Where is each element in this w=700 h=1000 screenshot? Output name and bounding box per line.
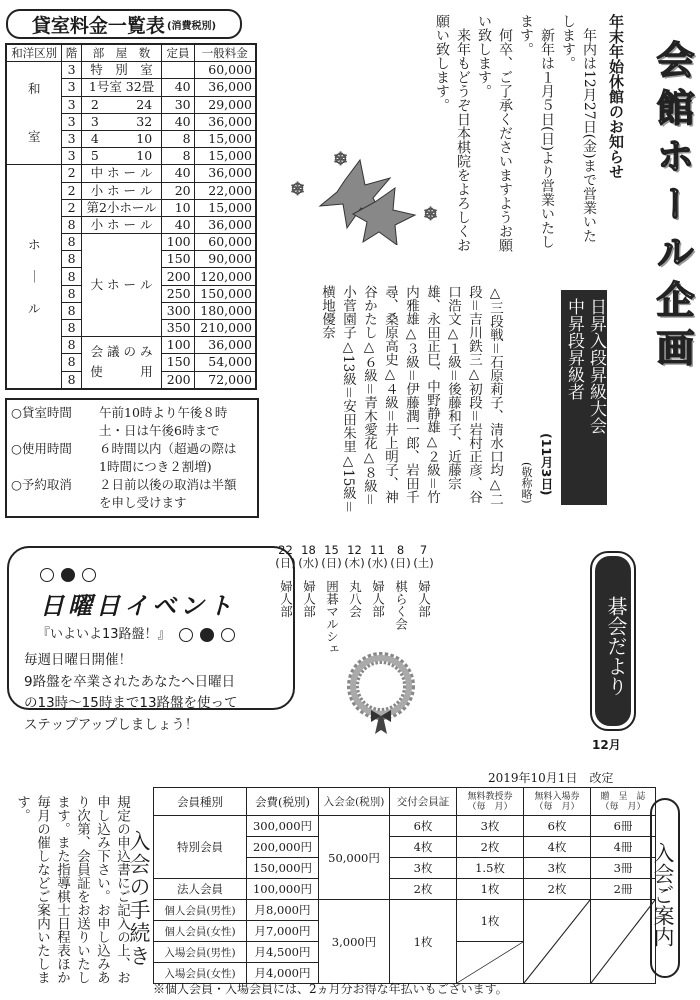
fee: 90,000 <box>194 251 256 268</box>
event-body <box>24 650 238 736</box>
notice-title: 年末年始休館のお知らせ <box>607 14 625 179</box>
member-type: 入場会員(女性) <box>154 963 247 984</box>
wreath-illustration <box>343 650 423 740</box>
note-label: ○貸室時間 <box>11 405 72 420</box>
go-club-badge <box>590 551 636 731</box>
circle-icon <box>82 568 96 582</box>
club-weekday: (日) <box>275 556 296 570</box>
club-date: 11 <box>370 543 385 557</box>
club-weekday: (水) <box>367 556 388 570</box>
club-group: 棋らく会 <box>393 580 409 630</box>
card: 1枚 <box>390 900 457 984</box>
fee: 100,000円 <box>247 879 319 900</box>
snowflake-icon: ❄ <box>423 204 439 225</box>
club-entry <box>415 544 432 655</box>
event-subtitle-text: 『いよいよ13路盤！』 <box>37 627 171 642</box>
capacity: 40 <box>162 79 194 96</box>
member-type: 法人会員 <box>154 879 247 900</box>
lesson: 1.5枚 <box>457 858 524 879</box>
notice-paragraph: 来年もどうぞ日本棋院をよろしくお願い致します。 <box>434 14 471 252</box>
fee: 15,000 <box>194 130 256 147</box>
rental-notes <box>5 398 259 518</box>
member-type: 個人会員(女性) <box>154 921 247 942</box>
fee: 180,000 <box>194 302 256 319</box>
rental-row <box>6 165 256 182</box>
rental-note <box>11 440 257 476</box>
club-entry <box>392 544 409 655</box>
go-club-schedule <box>277 544 432 655</box>
capacity: 100 <box>162 337 194 354</box>
room: 4 10 <box>81 130 162 147</box>
join-body: 規定の申込書にご記入の上、お申し込み下さい。お申し込みあり次第、会員証をお送りいたします。また指導棋士日程表ほか毎月の催しなどご案内いたします。 <box>14 795 130 984</box>
floor: 2 <box>62 182 81 199</box>
rental-col-header: 部 屋 数 <box>81 44 162 62</box>
admission: 6枚 <box>524 816 591 837</box>
capacity: 10 <box>162 199 194 216</box>
rental-row <box>6 62 256 79</box>
magazine: 3冊 <box>591 858 656 879</box>
promotion-date: (11月3日) <box>539 433 554 496</box>
capacity: 150 <box>162 354 194 371</box>
filled-circle-icon <box>200 628 214 642</box>
fee: 月7,000円 <box>247 921 319 942</box>
capacity: 30 <box>162 96 194 113</box>
rental-table <box>5 43 257 390</box>
capacity: 300 <box>162 302 194 319</box>
floor: 8 <box>62 234 81 251</box>
note-text: ２日前以後の取消は半額 を申し受けます <box>99 477 237 510</box>
promotion-list: △三段戦＝石原莉子、清水口均△二段＝吉川鉄三△初段＝岩村正彦、谷口浩文△１級＝後藤和子、近藤宗雄、永田正巳、中野静雄△２級＝竹内雅雄△３級＝伊藤潤一郎、岩田千尋、桑原高史△４級＝井上明子、神谷かたし△６級＝青木愛花△８級＝小菅園子△13級＝安田朱里△15級＝横地優奈 <box>319 285 503 514</box>
notice-paragraph: 年内は12月27日(金)まで営業いたします。 <box>560 14 597 243</box>
membership-table <box>153 787 656 984</box>
magazine: 6冊 <box>591 816 656 837</box>
club-entry <box>323 544 340 655</box>
magazine: 2冊 <box>591 879 656 900</box>
snowflake-icon: ❄ <box>290 179 306 200</box>
membership-footnote: ※個人会員・入場会員には、2ヵ月分お得な年払いもございます。 <box>153 982 508 996</box>
rental-title-text: 貸室料金一覧表 <box>31 14 165 37</box>
snowflake-icon: ❄ <box>333 149 349 170</box>
event-line: の13時～15時まで13路盤を使って <box>24 695 238 711</box>
capacity: 250 <box>162 285 194 302</box>
rental-tax-note: (消費税別) <box>166 20 217 32</box>
rental-note <box>11 404 257 440</box>
floor: 3 <box>62 96 81 113</box>
card: 4枚 <box>390 837 457 858</box>
event-dots-top <box>40 564 103 583</box>
circle-icon <box>221 628 235 642</box>
fee: 月8,000円 <box>247 900 319 921</box>
club-group: 婦人部 <box>416 580 432 618</box>
fee: 月4,500円 <box>247 942 319 963</box>
floor: 8 <box>62 354 81 371</box>
fee: 15,000 <box>194 148 256 165</box>
room: 特 別 室 <box>81 62 162 79</box>
promotion-heading <box>561 290 607 505</box>
lesson: 1枚 <box>457 900 524 942</box>
member-type: 個人会員(男性) <box>154 900 247 921</box>
fee: 72,000 <box>194 371 256 389</box>
club-weekday: (土) <box>413 556 434 570</box>
fee: 15,000 <box>194 199 256 216</box>
floor: 8 <box>62 320 81 337</box>
fee: 300,000円 <box>247 816 319 837</box>
club-group: 婦人部 <box>370 580 386 618</box>
floor: 3 <box>62 130 81 147</box>
member-type: 入場会員(男性) <box>154 942 247 963</box>
room: 会 議 の み 使 用 <box>81 337 162 389</box>
capacity: 350 <box>162 320 194 337</box>
floor: 8 <box>62 337 81 354</box>
diagonal-line <box>524 900 590 983</box>
circle-icon <box>179 628 193 642</box>
club-date: 15 <box>324 543 339 557</box>
rental-col-header: 和洋区別 <box>6 44 62 62</box>
fee: 22,000 <box>194 182 256 199</box>
revision-date: 2019年10月1日 改定 <box>488 771 614 785</box>
rental-note <box>11 476 257 512</box>
col-header: 入会金(税別) <box>319 788 390 816</box>
go-club-month: 12月 <box>592 738 621 752</box>
floor: 2 <box>62 199 81 216</box>
club-entry <box>369 544 386 655</box>
club-entry <box>300 544 317 655</box>
note-text: ６時間以内（超過の際は 1時間につき２割増) <box>99 441 237 474</box>
promotion-honorific: (敬称略) <box>520 462 533 504</box>
club-date: 7 <box>419 543 428 557</box>
note-label: ○使用時間 <box>11 441 72 456</box>
fee: 60,000 <box>194 62 256 79</box>
note-label: ○予約取消 <box>11 477 72 492</box>
club-weekday: (日) <box>321 556 342 570</box>
club-date: 22 <box>278 543 293 557</box>
event-line: 9路盤を卒業されたあなたへ日曜日 <box>24 673 236 690</box>
club-group: 婦人部 <box>301 580 317 618</box>
capacity: 8 <box>162 148 194 165</box>
room: 第2小ホール <box>81 199 162 216</box>
page-title: 会館ホール企画 <box>650 40 695 376</box>
fee: 210,000 <box>194 320 256 337</box>
fee: 29,000 <box>194 96 256 113</box>
circle-icon <box>40 568 54 582</box>
capacity <box>162 62 194 79</box>
admission: 4枚 <box>524 837 591 858</box>
year-end-notice <box>431 14 626 254</box>
club-entry <box>277 544 294 655</box>
capacity: 40 <box>162 113 194 130</box>
note-text: 午前10時より午後８時 土・日は午後6時まで <box>99 405 228 438</box>
entry-fee: 50,000円 <box>319 816 390 900</box>
card: 6枚 <box>390 816 457 837</box>
room: 小 ホ ー ル <box>81 216 162 233</box>
floor: 8 <box>62 216 81 233</box>
room: 3 32 <box>81 113 162 130</box>
room: 5 10 <box>81 148 162 165</box>
magazine: 4冊 <box>591 837 656 858</box>
event-title: 日曜日イベント <box>40 592 236 620</box>
promotion-heading-line: 日昇入段昇級大会 <box>586 298 606 434</box>
room: 小 ホ ー ル <box>81 182 162 199</box>
club-entry <box>346 544 363 655</box>
room: 中 ホ ー ル <box>81 165 162 182</box>
lesson: 1枚 <box>457 879 524 900</box>
col-header: 無料入場券 （毎 月） <box>524 788 591 816</box>
floor: 8 <box>62 268 81 285</box>
capacity: 8 <box>162 130 194 147</box>
event-line: ステップアップしましょう！ <box>24 716 199 733</box>
diagonal-line <box>591 900 655 983</box>
club-weekday: (日) <box>390 556 411 570</box>
notice-paragraph: 新年は１月５日(日)より営業いたします。 <box>518 14 555 249</box>
floor: 3 <box>62 113 81 130</box>
fee: 150,000円 <box>247 858 319 879</box>
fee: 36,000 <box>194 165 256 182</box>
floor: 8 <box>62 371 81 389</box>
card: 2枚 <box>390 879 457 900</box>
membership-badge: 入会ご案内 <box>650 798 680 978</box>
club-group: 婦人部 <box>278 580 294 618</box>
notice-paragraph: 何卒、ご了承くださいますようお願い致します。 <box>476 14 513 252</box>
group-hall: ホ ｜ ル <box>6 165 62 389</box>
fee: 150,000 <box>194 285 256 302</box>
fee: 120,000 <box>194 268 256 285</box>
promotion-heading-line: 中昇段昇級者 <box>564 298 584 400</box>
event-subtitle <box>37 623 242 642</box>
fee: 54,000 <box>194 354 256 371</box>
floor: 8 <box>62 302 81 319</box>
fee: 36,000 <box>194 113 256 130</box>
club-weekday: (木) <box>344 556 365 570</box>
floor: 3 <box>62 62 81 79</box>
club-date: 12 <box>347 543 362 557</box>
floor: 8 <box>62 285 81 302</box>
admission: 3枚 <box>524 858 591 879</box>
fee: 36,000 <box>194 216 256 233</box>
club-group: 丸八会 <box>347 580 363 618</box>
capacity: 40 <box>162 216 194 233</box>
lesson: 3枚 <box>457 816 524 837</box>
room: 2 24 <box>81 96 162 113</box>
floor: 3 <box>62 148 81 165</box>
diagonal-line <box>457 942 523 983</box>
floor: 2 <box>62 165 81 182</box>
rental-col-header: 階 <box>62 44 81 62</box>
fee: 36,000 <box>194 79 256 96</box>
capacity: 150 <box>162 251 194 268</box>
col-header: 会員種別 <box>154 788 247 816</box>
club-weekday: (水) <box>298 556 319 570</box>
rental-title <box>6 9 242 39</box>
floor: 3 <box>62 79 81 96</box>
fee: 60,000 <box>194 234 256 251</box>
rental-col-header: 一般料金 <box>194 44 256 62</box>
admission: 2枚 <box>524 879 591 900</box>
col-header: 会費(税別) <box>247 788 319 816</box>
capacity: 200 <box>162 268 194 285</box>
room: 1号室 32畳 <box>81 79 162 96</box>
room: 大 ホ ー ル <box>81 234 162 337</box>
fee: 月4,000円 <box>247 963 319 984</box>
join-title: 入会の手続き <box>127 830 151 968</box>
not-applicable-cell <box>457 942 524 984</box>
col-header: 無料教授券 （毎 月） <box>457 788 524 816</box>
floor: 8 <box>62 251 81 268</box>
club-date: 8 <box>396 543 405 557</box>
card: 3枚 <box>390 858 457 879</box>
entry-fee: 3,000円 <box>319 900 390 984</box>
member-type: 特別会員 <box>154 816 247 879</box>
fee: 36,000 <box>194 337 256 354</box>
poinsettia-illustration <box>285 140 445 245</box>
group-washitsu: 和 室 <box>6 62 62 165</box>
not-applicable-cell <box>524 900 591 984</box>
event-line: 毎週日曜日開催！ <box>24 652 132 668</box>
club-date: 18 <box>301 543 316 557</box>
rental-col-header: 定員 <box>162 44 194 62</box>
capacity: 200 <box>162 371 194 389</box>
lesson: 2枚 <box>457 837 524 858</box>
capacity: 100 <box>162 234 194 251</box>
go-club-title: 碁会だより <box>595 556 631 726</box>
club-group: 囲碁マルシェ <box>324 580 340 655</box>
not-applicable-cell <box>591 900 656 984</box>
fee: 200,000円 <box>247 837 319 858</box>
col-header: 贈 呈 誌 （毎 月） <box>591 788 656 816</box>
col-header: 交付会員証 <box>390 788 457 816</box>
capacity: 40 <box>162 165 194 182</box>
capacity: 20 <box>162 182 194 199</box>
filled-circle-icon <box>61 568 75 582</box>
